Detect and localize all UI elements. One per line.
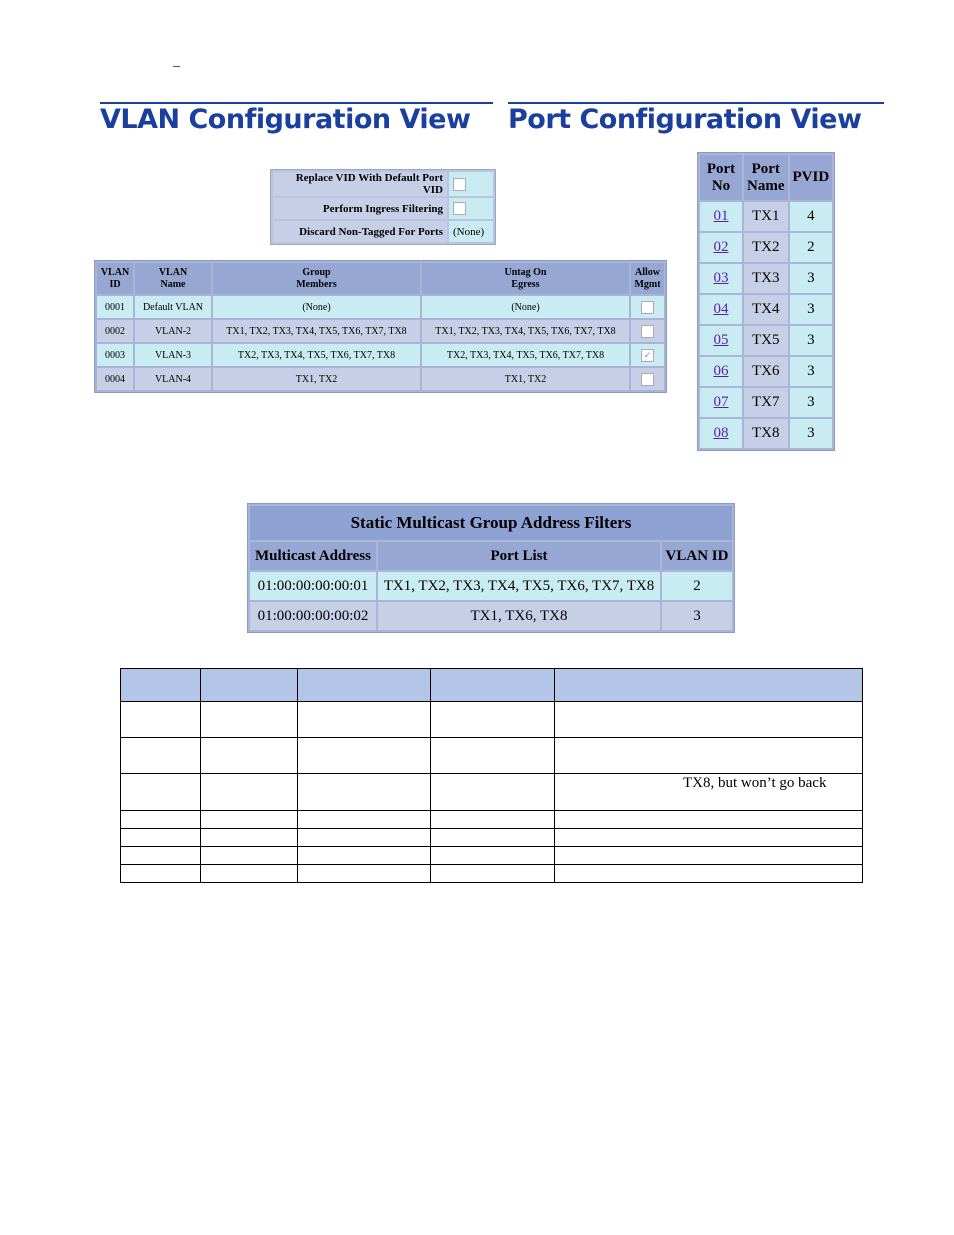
vlan-settings-table (270, 169, 496, 245)
port-link[interactable]: 08 (713, 425, 729, 441)
vlan-untag: (None) (422, 296, 629, 318)
vlan-members: (None) (213, 296, 420, 318)
doc-row (121, 738, 863, 774)
port-row (700, 419, 832, 448)
vlan-row (97, 368, 664, 390)
vlan-members: TX1, TX2 (213, 368, 420, 390)
vlan-id: 0001 (97, 296, 133, 318)
allow-mgmt-checkbox-checked[interactable]: ✓ (641, 349, 654, 362)
col-vlan-id: VLAN ID (662, 542, 732, 570)
vlan-header-row (97, 263, 664, 294)
port-link[interactable]: 03 (713, 270, 729, 286)
port-link[interactable]: 05 (713, 332, 729, 348)
port-header-row (700, 155, 832, 200)
setting-value (449, 172, 493, 196)
multicast-filter-table (247, 503, 735, 633)
multicast-row (250, 572, 732, 600)
vlan-table (94, 260, 667, 393)
col-untag-on-egress: Untag On Egress (422, 263, 629, 294)
multicast-vlan: 3 (662, 602, 732, 630)
port-pvid: 3 (790, 295, 833, 324)
doc-row (121, 847, 863, 865)
port-row (700, 202, 832, 231)
mgmt-cell (631, 368, 664, 390)
vlan-name: VLAN-4 (135, 368, 211, 390)
allow-mgmt-checkbox[interactable] (641, 301, 654, 314)
col-pvid: PVID (790, 155, 833, 200)
vlan-configuration-view-title: VLAN Configuration View (100, 102, 493, 138)
vlan-name: VLAN-3 (135, 344, 211, 366)
port-name: TX4 (744, 295, 788, 324)
port-row (700, 295, 832, 324)
mgmt-cell (631, 320, 664, 342)
col-port-name: Port Name (744, 155, 788, 200)
port-table (697, 152, 835, 451)
port-pvid: 3 (790, 388, 833, 417)
port-pvid: 4 (790, 202, 833, 231)
mgmt-cell (631, 296, 664, 318)
vlan-untag: TX1, TX2, TX3, TX4, TX5, TX6, TX7, TX8 (422, 320, 629, 342)
port-link[interactable]: 02 (713, 239, 729, 255)
doc-row (121, 702, 863, 738)
header-mark: _ (173, 54, 180, 69)
setting-row (273, 221, 493, 242)
doc-row (121, 829, 863, 847)
port-row (700, 326, 832, 355)
multicast-ports: TX1, TX2, TX3, TX4, TX5, TX6, TX7, TX8 (378, 572, 660, 600)
ingress-filtering-checkbox[interactable] (453, 202, 466, 215)
vlan-id: 0004 (97, 368, 133, 390)
port-name: TX2 (744, 233, 788, 262)
port-row (700, 388, 832, 417)
document-table (120, 668, 863, 883)
setting-label: Replace VID With Default Port VID (273, 172, 447, 196)
port-row (700, 357, 832, 386)
discard-non-tagged-value: (None) (449, 221, 493, 242)
port-row (700, 264, 832, 293)
port-pvid: 3 (790, 326, 833, 355)
vlan-members: TX1, TX2, TX3, TX4, TX5, TX6, TX7, TX8 (213, 320, 420, 342)
col-vlan-name: VLAN Name (135, 263, 211, 294)
multicast-table-caption: Static Multicast Group Address Filters (250, 506, 732, 540)
multicast-address: 01:00:00:00:00:02 (250, 602, 376, 630)
setting-row (273, 198, 493, 219)
col-vlan-id: VLAN ID (97, 263, 133, 294)
col-group-members: Group Members (213, 263, 420, 294)
doc-row (121, 865, 863, 883)
vlan-row (97, 320, 664, 342)
port-name: TX1 (744, 202, 788, 231)
multicast-row (250, 602, 732, 630)
port-name: TX5 (744, 326, 788, 355)
port-link[interactable]: 06 (713, 363, 729, 379)
port-link[interactable]: 07 (713, 394, 729, 410)
port-row (700, 233, 832, 262)
vlan-untag: TX2, TX3, TX4, TX5, TX6, TX7, TX8 (422, 344, 629, 366)
port-name: TX8 (744, 419, 788, 448)
port-name: TX3 (744, 264, 788, 293)
col-multicast-address: Multicast Address (250, 542, 376, 570)
setting-label: Perform Ingress Filtering (273, 198, 447, 219)
multicast-header-row (250, 542, 732, 570)
port-configuration-view-title: Port Configuration View (508, 102, 884, 138)
setting-row (273, 172, 493, 196)
port-pvid: 3 (790, 264, 833, 293)
multicast-ports: TX1, TX6, TX8 (378, 602, 660, 630)
setting-value (449, 198, 493, 219)
replace-vid-checkbox[interactable] (453, 178, 466, 191)
port-name: TX7 (744, 388, 788, 417)
vlan-name: VLAN-2 (135, 320, 211, 342)
port-name: TX6 (744, 357, 788, 386)
doc-row (121, 774, 863, 811)
multicast-vlan: 2 (662, 572, 732, 600)
vlan-id: 0002 (97, 320, 133, 342)
col-port-no: Port No (700, 155, 742, 200)
doc-header-row (121, 669, 863, 702)
col-allow-mgmt: Allow Mgmt (631, 263, 664, 294)
port-pvid: 3 (790, 419, 833, 448)
multicast-address: 01:00:00:00:00:01 (250, 572, 376, 600)
vlan-untag: TX1, TX2 (422, 368, 629, 390)
port-pvid: 2 (790, 233, 833, 262)
col-port-list: Port List (378, 542, 660, 570)
port-link[interactable]: 01 (713, 208, 729, 224)
vlan-row (97, 344, 664, 366)
setting-label: Discard Non-Tagged For Ports (273, 221, 447, 242)
port-pvid: 3 (790, 357, 833, 386)
vlan-name: Default VLAN (135, 296, 211, 318)
vlan-id: 0003 (97, 344, 133, 366)
doc-note: TX8, but won’t go back (555, 774, 863, 811)
allow-mgmt-checkbox[interactable] (641, 373, 654, 386)
port-link[interactable]: 04 (713, 301, 729, 317)
vlan-row (97, 296, 664, 318)
vlan-members: TX2, TX3, TX4, TX5, TX6, TX7, TX8 (213, 344, 420, 366)
mgmt-cell (631, 344, 664, 366)
doc-row (121, 811, 863, 829)
allow-mgmt-checkbox[interactable] (641, 325, 654, 338)
